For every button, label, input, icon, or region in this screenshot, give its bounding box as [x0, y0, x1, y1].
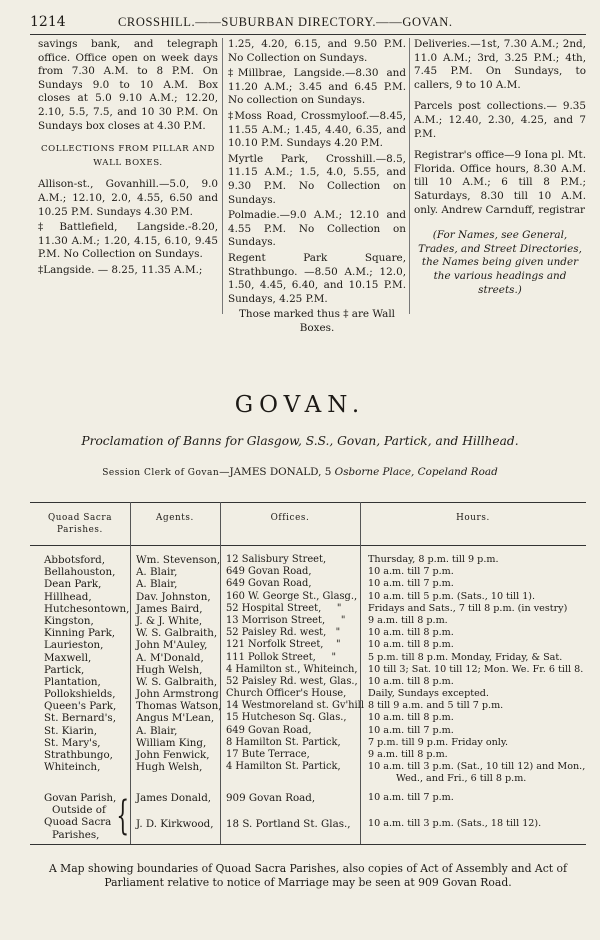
header-agents: Agents. [156, 513, 194, 523]
table-divider [130, 502, 131, 844]
paragraph: ‡Battlefield, Langside.-8.20, 11.30 A.M.; 1.20, 4.15, 6.10, 9.45 P.M. No Collection on Sundays. [38, 221, 218, 261]
footer-note: A Map showing boundaries of Quoad Sacra Parishes, also copies of Act of Assembly and Act of Parliament relative to notice of Marriage may be seen at 909 Govan Road. [48, 862, 568, 889]
table-cell: A. Blair, [136, 578, 178, 591]
table-cell: 14 Westmoreland st. Gv'hill [226, 700, 364, 712]
table-cell: Plantation, [44, 675, 101, 688]
table-cell: A. M'Donald, [136, 651, 204, 664]
wall-box-note: Those marked thus ‡ are Wall Boxes. [238, 308, 395, 334]
table-cell: 111 Pollok Street, " [226, 651, 337, 663]
table-cell: 649 Govan Road, [226, 578, 312, 590]
table-cell: Kinning Park, [44, 627, 116, 640]
paragraph: ‡Langside. — 8.25, 11.35 A.M.; [38, 263, 203, 276]
header-parishes: Quoad Sacra Parishes. [47, 513, 113, 535]
table-cell: Outside of [52, 804, 106, 817]
table-cell: Thursday, 8 p.m. till 9 p.m. [368, 554, 499, 565]
page-header [30, 14, 590, 34]
banns-table [30, 502, 586, 844]
column-collections [228, 38, 406, 337]
table-cell: 10 a.m. till 7 p.m. [368, 792, 454, 803]
paragraph: Allison-st., Govanhill.—5.0, 9.0 A.M.; 12.10, 2.0, 4.55, 6.50 and 10.25 P.M. Sundays 4.30 P.M. [38, 178, 218, 218]
table-cell: 52 Paisley Rd. west, " [226, 627, 341, 639]
table-cell: Church Officer's House, [226, 688, 347, 700]
paragraph: 1.25, 4.20, 6.15, and 9.50 P.M. No Collection on Sundays. [228, 38, 406, 64]
agent-column [136, 554, 222, 773]
table-cell: J. & J. White, [136, 614, 203, 627]
column-deliveries [414, 38, 586, 299]
table-cell: Strathbungo, [44, 749, 113, 761]
table-cell: Parishes, [52, 828, 100, 841]
table-cell: 10 a.m. till 3 p.m. (Sats., 18 till 12). [368, 818, 542, 829]
table-cell: Abbotsford, [44, 554, 106, 566]
govan-parish-label [44, 792, 116, 841]
section-heading: COLLECTIONS FROM PILLAR AND WALL BOXES. [40, 144, 216, 168]
table-cell: 160 W. George St., Glasg., [226, 590, 358, 602]
table-cell: 4 Hamilton st., Whiteinch, [226, 663, 358, 675]
header-rule [30, 34, 586, 35]
table-cell: Dean Park, [44, 578, 102, 591]
table-cell: Kingston, [44, 614, 94, 627]
table-cell: W. S. Galbraith, [136, 675, 218, 688]
table-cell: 9 a.m. till 8 p.m. [368, 614, 448, 626]
table-cell: Fridays and Sats., 7 till 8 p.m. (in vestry) [368, 602, 568, 614]
table-cell: 13 Morrison Street, " [226, 614, 346, 626]
table-cell: 649 Govan Road, [226, 724, 312, 736]
table-cell: James Baird, [136, 602, 203, 615]
table-bottom-rule [30, 844, 586, 845]
paragraph: savings bank, and telegraph office. Office open on week days from 7.30 A.M. to 8 P.M. On Sundays 9.0 to 10 A.M. Box closes at 5.0 9.10 A.M.; 12.20, 2.10, 5.5, 7.5, and 10 30 P.M. On Sundays box closes at 4.30 P.M. [38, 38, 218, 132]
paragraph: Registrar's office—9 Iona pl. Mt. Florida. Office hours, 8.30 A.M. till 10 A.M.; 6 till 8 P.M.; Saturdays, 8.30 till 10 A.M. only. Andrew Carnduff, registrar [414, 149, 586, 216]
table-cell: Wm. Stevenson, [136, 554, 221, 566]
table-cell: John Fenwick, [136, 749, 210, 761]
table-cell: Hugh Welsh, [136, 761, 203, 774]
header-hours: Hours. [456, 513, 490, 523]
brace-glyph: { [116, 793, 130, 839]
table-cell: John M'Auley, [136, 639, 208, 652]
table-cell: 9 a.m. till 8 p.m. [368, 749, 448, 760]
paragraph: ‡Millbrae, Langside.—8.30 and 11.20 A.M.; 3.45 and 6.45 P.M. No collection on Sundays. [228, 67, 406, 107]
table-cell: 17 Bute Terrace, [226, 749, 310, 760]
paragraph: Parcels post collections.— 9.35 A.M.; 12.40, 2.30, 4.25, and 7 P.M. [414, 100, 586, 140]
table-cell: 4 Hamilton St. Partick, [226, 761, 341, 773]
table-cell: 15 Hutcheson Sq. Glas., [226, 712, 347, 724]
table-cell: St. Kiarin, [44, 724, 97, 737]
table-cell: W. S. Galbraith, [136, 627, 218, 640]
table-cell: 12 Salisbury Street, [226, 554, 327, 565]
column-divider [409, 38, 410, 314]
table-cell: 10 a.m. till 7 p.m. [368, 578, 454, 590]
running-head: CROSSHILL.——SUBURBAN DIRECTORY.——GOVAN. [118, 15, 453, 29]
table-cell: 7 p.m. till 9 p.m. Friday only. [368, 736, 509, 748]
paragraph: Polmadie.—9.0 A.M.; 12.10 and 4.55 P.M. No Collection on Sundays. [228, 209, 406, 249]
table-cell: 52 Hospital Street, " [226, 602, 342, 614]
table-cell: Quoad Sacra [44, 816, 112, 829]
table-cell: Angus M'Lean, [136, 712, 215, 725]
section-subtitle: Proclamation of Banns for Glasgow, S.S., Govan, Partick, and Hillhead. [81, 434, 519, 448]
section-title: GOVAN. [234, 392, 366, 418]
column-divider [222, 38, 223, 314]
table-cell: 10 till 3; Sat. 10 till 12; Mon. We. Fr. 6 till 8. [368, 663, 584, 675]
table-cell: Maxwell, [44, 651, 92, 664]
table-top-rule [30, 502, 586, 503]
parish-column [44, 554, 129, 773]
table-cell: A. Blair, [136, 724, 178, 737]
column-post-office [38, 38, 218, 280]
table-cell: 5 p.m. till 8 p.m. Monday, Friday, & Sat. [368, 651, 563, 663]
page-number: 1214 [30, 14, 66, 30]
table-cell: Dav. Johnston, [136, 590, 211, 603]
table-cell: Laurieston, [44, 639, 104, 652]
clerk-address: Osborne Place, Copeland Road [334, 466, 498, 478]
table-cell: Bellahouston, [44, 566, 116, 579]
table-cell: Hillhead, [44, 590, 92, 603]
table-cell: 649 Govan Road, [226, 566, 312, 578]
hours-column [368, 554, 585, 786]
paragraph: Myrtle Park, Crosshill.—8.5, 11.15 A.M.; 1.5, 4.0, 5.55, and 9.30 P.M. No Collection on Sundays. [228, 152, 406, 206]
table-cell: Partick, [44, 663, 85, 676]
table-cell: John Armstrong [136, 688, 219, 701]
table-cell: J. D. Kirkwood, [136, 818, 214, 830]
header-offices: Offices. [270, 513, 310, 523]
table-cell: 10 a.m. till 5 p.m. (Sats., 10 till 1). [368, 590, 536, 602]
table-cell: Queen's Park, [44, 700, 117, 713]
table-cell: Hugh Welsh, [136, 663, 203, 676]
table-header-rule [30, 545, 586, 546]
table-cell: 8 Hamilton St. Partick, [226, 736, 341, 748]
session-clerk-line [0, 466, 600, 478]
clerk-name: —JAMES DONALD, 5 [219, 466, 332, 478]
table-cell: Daily, Sundays excepted. [368, 688, 489, 700]
paragraph: Deliveries.—1st, 7.30 A.M.; 2nd, 11.0 A.M.; 3rd, 3.25 P.M.; 4th, 7.45 P.M. On Sundays, to callers, 9 to 10 A.M. [414, 38, 586, 91]
table-cell: Whiteinch, [44, 761, 101, 774]
table-cell: 121 Norfolk Street, " [226, 639, 341, 651]
table-cell: St. Bernard's, [44, 712, 116, 725]
table-cell: Thomas Watson, [136, 700, 222, 713]
paragraph: ‡Moss Road, Crossmyloof.—8.45, 11.55 A.M.; 1.45, 4.40, 6.35, and 10.10 P.M. Sundays 4.20 P.M. [228, 109, 406, 150]
table-cell: Wed., and Fri., 6 till 8 p.m. [396, 773, 527, 785]
table-cell: Hutchesontown, [44, 602, 130, 615]
table-cell: Govan Parish, [44, 792, 117, 804]
clerk-label: Session Clerk of Govan [102, 468, 220, 478]
table-cell: James Donald, [136, 792, 212, 804]
table-cell: 10 a.m. till 3 p.m. (Sat., 10 till 12) and Mon., [368, 761, 586, 773]
table-cell: 52 Paisley Rd. west, Glas., [226, 675, 358, 687]
table-cell: Pollokshields, [44, 688, 116, 701]
table-cell: 10 a.m. till 8 p.m. [368, 639, 454, 651]
table-cell: 10 a.m. till 8 p.m. [368, 675, 454, 687]
table-cell: 18 S. Portland St. Glas., [226, 818, 351, 830]
table-cell: A. Blair, [136, 566, 178, 579]
table-cell: 10 a.m. till 8 p.m. [368, 712, 454, 724]
table-cell: 8 till 9 a.m. and 5 till 7 p.m. [368, 700, 504, 712]
table-cell: 10 a.m. till 8 p.m. [368, 627, 454, 639]
table-cell: 10 a.m. till 7 p.m. [368, 724, 454, 736]
table-cell: William King, [136, 736, 207, 749]
table-cell: 10 a.m. till 7 p.m. [368, 566, 454, 578]
table-cell: 909 Govan Road, [226, 792, 316, 804]
office-column [226, 554, 364, 773]
names-note: (For Names, see General, Trades, and Street Directories, the Names being given under the various headings and streets.) [418, 229, 582, 296]
paragraph: Regent Park Square, Strathbungo. —8.50 A.M.; 12.0, 1.50, 4.45, 6.40, and 10.15 P.M. Sundays, 4.25 P.M. [228, 251, 406, 305]
table-cell: St. Mary's, [44, 736, 101, 749]
